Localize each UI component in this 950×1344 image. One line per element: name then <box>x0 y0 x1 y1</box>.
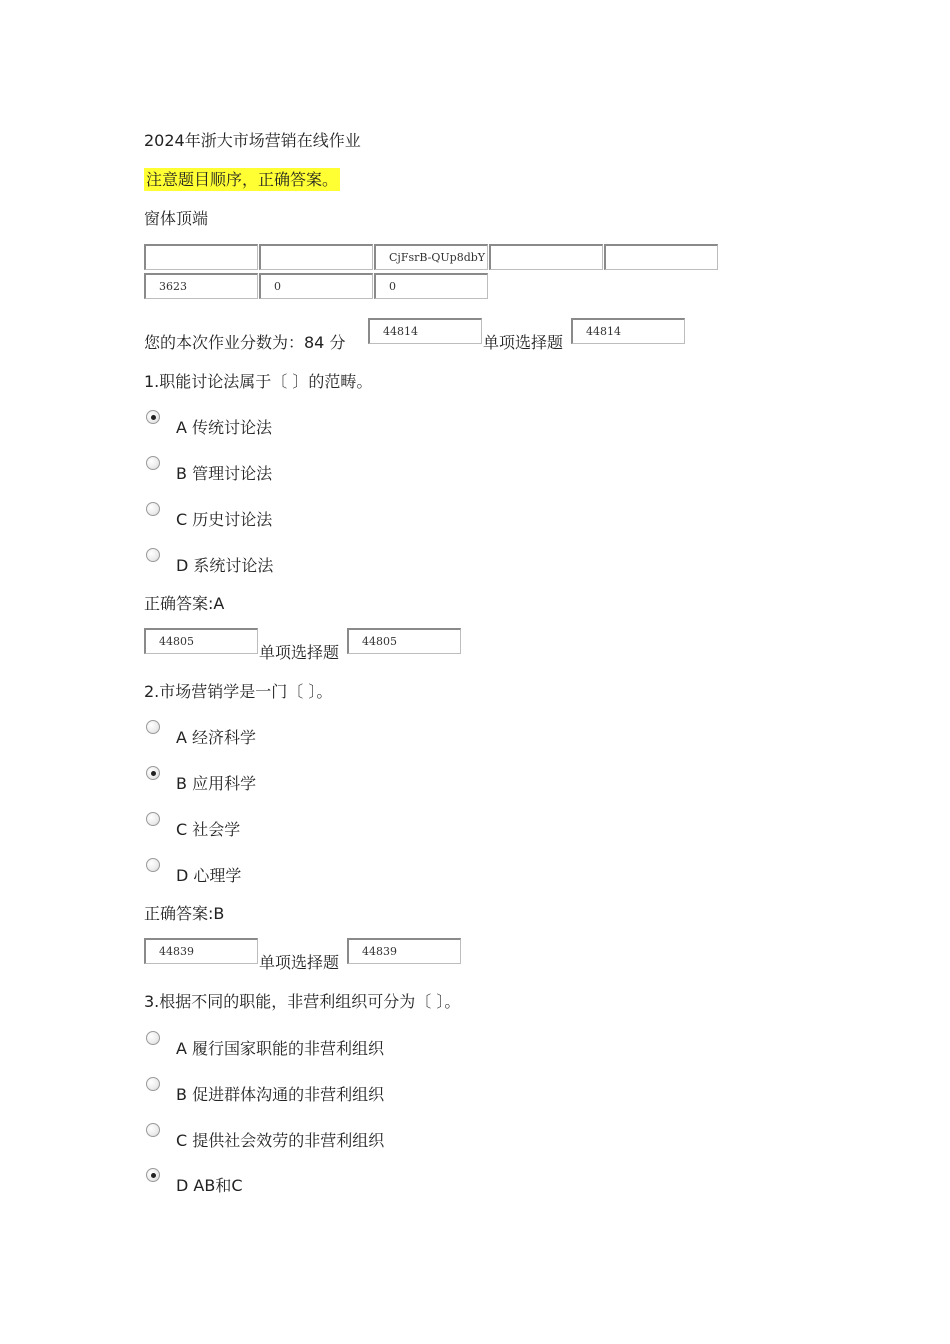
form-field-7[interactable]: 0 <box>259 273 373 299</box>
question-3-text: 3.根据不同的职能，非营利组织可分为〔 〕。 <box>144 992 461 1011</box>
q3-option-d-label: D AB和C <box>176 1176 243 1195</box>
q3-option-a-label: A 履行国家职能的非营利组织 <box>176 1039 385 1058</box>
q3-type-label: 单项选择题 <box>259 953 340 972</box>
question-1-text: 1.职能讨论法属于〔 〕的范畴。 <box>144 372 373 391</box>
q2-id-field-2[interactable]: 44805 <box>347 628 461 654</box>
q1-option-c-label: C 历史讨论法 <box>176 510 273 529</box>
q1-option-b-label: B 管理讨论法 <box>176 464 273 483</box>
q1-option-a-label: A 传统讨论法 <box>176 418 273 437</box>
form-field-2[interactable] <box>259 244 373 270</box>
form-field-1[interactable] <box>144 244 258 270</box>
q2-option-a-radio[interactable] <box>146 720 160 734</box>
form-field-6[interactable]: 3623 <box>144 273 258 299</box>
q3-option-c-radio[interactable] <box>146 1123 160 1137</box>
q3-option-b-label: B 促进群体沟通的非营利组织 <box>176 1085 385 1104</box>
page-title: 2024年浙大市场营销在线作业 <box>144 131 361 150</box>
q2-correct-answer: 正确答案:B <box>144 904 225 923</box>
question-type-label: 单项选择题 <box>483 333 564 352</box>
form-top-label: 窗体顶端 <box>144 209 209 228</box>
q3-option-c-label: C 提供社会效劳的非营利组织 <box>176 1131 385 1150</box>
q1-option-c-radio[interactable] <box>146 502 160 516</box>
q2-option-b-radio[interactable] <box>146 766 160 780</box>
q3-option-d-radio[interactable] <box>146 1168 160 1182</box>
score-id-field-2[interactable]: 44814 <box>571 318 685 344</box>
q1-option-b-radio[interactable] <box>146 456 160 470</box>
q3-option-b-radio[interactable] <box>146 1077 160 1091</box>
q2-option-d-radio[interactable] <box>146 858 160 872</box>
form-field-3[interactable]: CjFsrB-QUp8dbY <box>374 244 488 270</box>
q1-option-d-radio[interactable] <box>146 548 160 562</box>
q3-option-a-radio[interactable] <box>146 1031 160 1045</box>
q2-option-c-radio[interactable] <box>146 812 160 826</box>
score-id-field[interactable]: 44814 <box>368 318 482 344</box>
q1-correct-answer: 正确答案:A <box>144 594 225 613</box>
q1-option-d-label: D 系统讨论法 <box>176 556 274 575</box>
q1-option-a-radio[interactable] <box>146 410 160 424</box>
question-2-text: 2.市场营销学是一门〔 〕。 <box>144 682 333 701</box>
q3-id-field-2[interactable]: 44839 <box>347 938 461 964</box>
q3-id-field[interactable]: 44839 <box>144 938 258 964</box>
score-text: 您的本次作业分数为：84 分 <box>144 333 346 352</box>
notice-text <box>144 167 340 190</box>
form-field-5[interactable] <box>604 244 718 270</box>
q2-type-label: 单项选择题 <box>259 643 340 662</box>
q2-option-c-label: C 社会学 <box>176 820 241 839</box>
form-field-8[interactable]: 0 <box>374 273 488 299</box>
form-field-4[interactable] <box>489 244 603 270</box>
q2-option-d-label: D 心理学 <box>176 866 242 885</box>
q2-option-b-label: B 应用科学 <box>176 774 257 793</box>
q2-id-field[interactable]: 44805 <box>144 628 258 654</box>
notice-highlight: 注意题目顺序，正确答案。 <box>146 170 339 189</box>
q2-option-a-label: A 经济科学 <box>176 728 257 747</box>
